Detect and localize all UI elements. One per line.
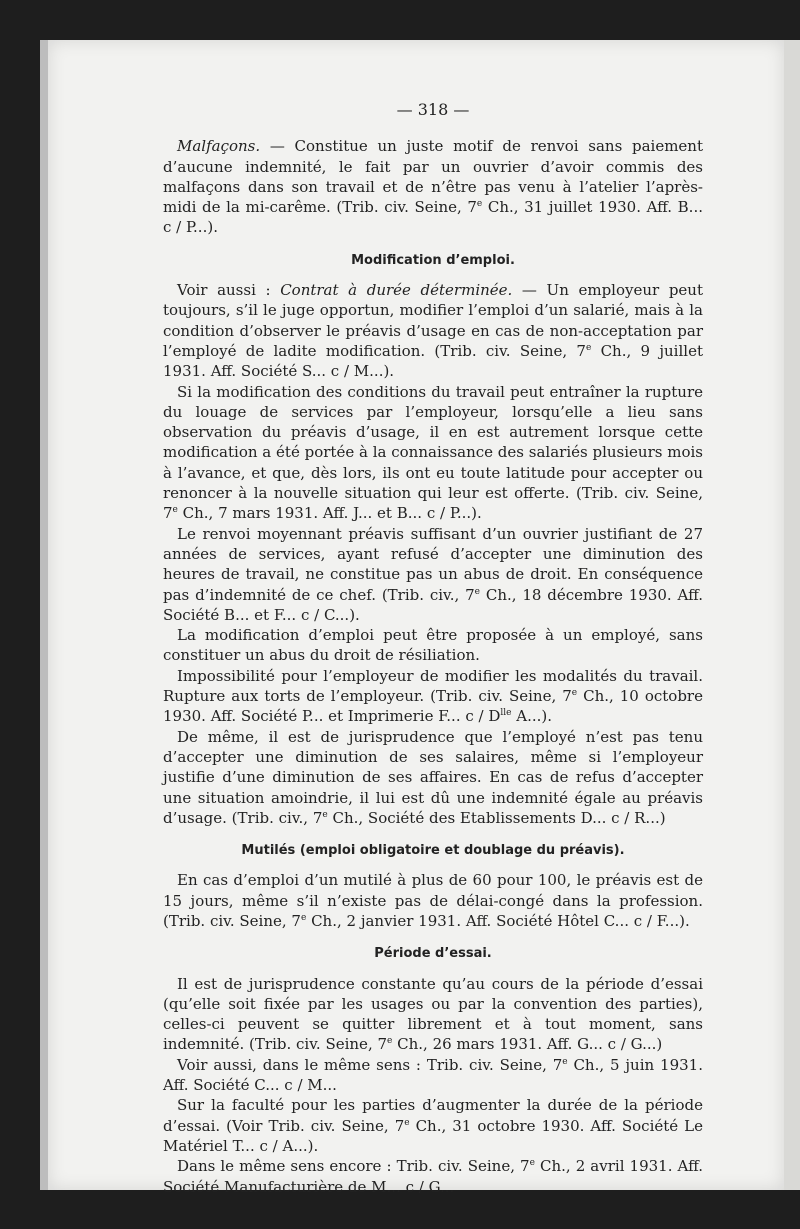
cross-reference: Contrat à durée déterminée. [280,281,513,300]
paragraph: En cas d’emploi d’un mutilé à plus de 60 pour 100, le préavis est de 15 jours, même s’il n’existe pas de délai-congé dans la profession. (Trib. civ. Seine, 7e Ch., 2 janvier 1931. Aff. Société Hôtel C... c / F...). [163,871,703,930]
page-number: — 318 — [396,100,470,119]
section-heading-periode-essai: Période d’essai. [374,946,492,962]
paragraph: Voir aussi : Contrat à durée déterminée. — Un employeur peut toujours, s’il le juge opportun, modifier l’emploi d’un salarié, mais à la condition d’observer le préavis d’usage en cas de non-acceptation par l’employé de ladite modification. (Trib. civ. Seine, 7e Ch., 9 juillet 1931. Aff. Société S... c / M...). [163,281,703,381]
paragraph: De même, il est de jurisprudence que l’employé n’est pas tenu d’accepter une diminution de ses salaires, même si l’employeur justifie d’une diminution de ses affaires. En cas de refus d’accepter une situation amoindrie, il lui est dû une indemnité égale au préavis d’usage. (Trib. civ., 7e Ch., Société des Etablissements D... c / R...) [163,727,703,827]
section-heading-mutiles: Mutilés (emploi obligatoire et doublage du préavis). [241,843,625,859]
page-content [163,100,703,1197]
paragraph-malfacons: Malfaçons. — Constitue un juste motif de renvoi sans paiement d’aucune indemnité, le fait par un ouvrier d’avoir commis des malfaçons dans son travail et de n’être pas venu à l’atelier l’après-midi de la mi-carême. (Trib. civ. Seine, 7e Ch., 31 juillet 1930. Aff. B... c / P...). [163,137,703,237]
paragraph: Si la modification des conditions du travail peut entraîner la rupture du louage de services par l’employeur, lorsqu’elle a lieu sans observation du préavis d’usage, il en est autrement lorsque cette modification a été portée à la connaissance des salariés plusieurs mois à l’avance, et que, dès lors, ils ont eu toute latitude pour accepter ou renoncer à la nouvelle situation qui leur est offerte. (Trib. civ. Seine, 7e Ch., 7 mars 1931. Aff. J... et B... c / P...). [163,382,703,523]
paragraph: La modification d’emploi peut être proposée à un employé, sans constituer un abus du droit de résiliation. [163,626,703,665]
paragraph: Impossibilité pour l’employeur de modifier les modalités du travail. Rupture aux torts de l’employeur. (Trib. civ. Seine, 7e Ch., 10 octobre 1930. Aff. Société P... et Imprimerie F... c / $D^{lle}$ A...). [163,666,703,726]
lead-term: Malfaçons. [177,137,261,156]
section-heading-modification: Modification d’emploi. [351,252,515,268]
paragraph: Il est de jurisprudence constante qu’au cours de la période d’essai (qu’elle soit fixée par les usages ou par la convention des parties), celles-ci peuvent se quitter librement et à tout moment, sans indemnité. (Trib. civ. Seine, 7e Ch., 26 mars 1931. Aff. G... c / G...) [163,974,703,1054]
paragraph: Le renvoi moyennant préavis suffisant d’un ouvrier justifiant de 27 années de services, ayant refusé d’accepter une diminution des heures de travail, ne constitue pas un abus de droit. En conséquence pas d’indemnité de ce chef. (Trib. civ., 7e Ch., 18 décembre 1930. Aff. Société B... et F... c / C...). [163,524,703,624]
paragraph: Voir aussi, dans le même sens : Trib. civ. Seine, 7e Ch., 5 juin 1931. Aff. Société C... c / M... [163,1055,703,1095]
paragraph: Dans le même sens encore : Trib. civ. Seine, 7e Ch., 2 avril 1931. Aff. Société Manufacturière de M... c / G... [163,1157,704,1196]
paragraph: Sur la faculté pour les parties d’augmenter la durée de la période d’essai. (Voir Trib. civ. Seine, 7e Ch., 31 octobre 1930. Aff. Société Le Matériel T... c / A...). [163,1096,703,1155]
